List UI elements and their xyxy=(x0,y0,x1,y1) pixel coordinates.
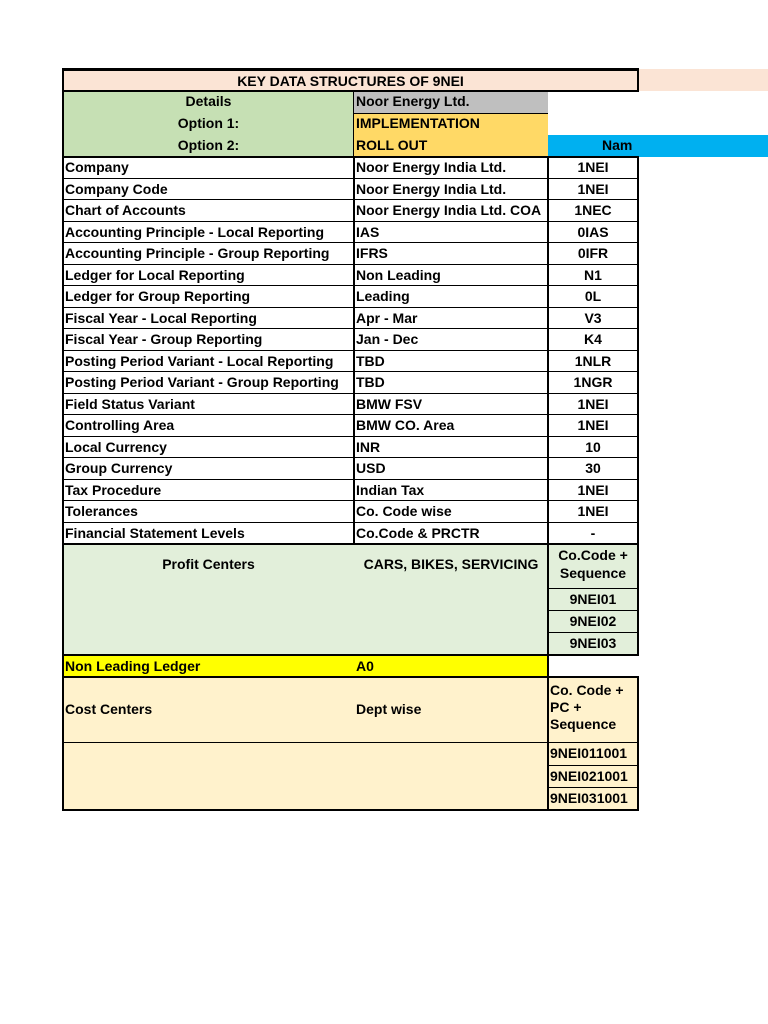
option1-value-cell[interactable]: IMPLEMENTATION xyxy=(354,113,548,135)
row-value[interactable]: Indian Tax xyxy=(354,480,548,502)
cost-code-header-line3: Sequence xyxy=(550,716,617,732)
row-label[interactable]: Local Currency xyxy=(63,437,354,459)
row-code[interactable]: 0L xyxy=(548,286,638,308)
profit-center-code[interactable]: 9NEI03 xyxy=(548,633,638,655)
row-value[interactable]: Co.Code & PRCTR xyxy=(354,523,548,545)
name-header-band-extension xyxy=(638,135,768,157)
row-value[interactable]: Non Leading xyxy=(354,265,548,287)
profit-center-code[interactable]: 9NEI01 xyxy=(548,589,638,611)
row-label[interactable]: Fiscal Year - Local Reporting xyxy=(63,308,354,330)
row-code[interactable]: N1 xyxy=(548,265,638,287)
name-column-header[interactable]: Nam xyxy=(548,135,638,157)
row-code[interactable]: 0IAS xyxy=(548,222,638,244)
cost-code-header-line1: Co. Code + xyxy=(550,682,624,698)
grid-profit-row1-bottom xyxy=(548,610,638,611)
option2-value-cell[interactable]: ROLL OUT xyxy=(354,135,548,157)
non-leading-ledger-value[interactable]: A0 xyxy=(354,656,548,677)
row-label[interactable]: Financial Statement Levels xyxy=(63,523,354,545)
row-value[interactable]: Apr - Mar xyxy=(354,308,548,330)
row-code[interactable]: 1NEI xyxy=(548,157,638,179)
row-value[interactable]: Noor Energy India Ltd. COA xyxy=(354,200,548,222)
grid-left-border xyxy=(62,68,64,811)
grid-col2-divider xyxy=(547,156,549,811)
row-label[interactable]: Fiscal Year - Group Reporting xyxy=(63,329,354,351)
row-value[interactable]: IFRS xyxy=(354,243,548,265)
row-code[interactable]: 1NEI xyxy=(548,394,638,416)
row-label[interactable]: Group Currency xyxy=(63,458,354,480)
row-value[interactable]: USD xyxy=(354,458,548,480)
row-code[interactable]: 1NLR xyxy=(548,351,638,373)
profit-code-header-line2: Sequence xyxy=(559,565,627,581)
grid-ledger-bottom xyxy=(62,676,639,678)
details-value-cell[interactable]: Noor Energy Ltd. xyxy=(354,91,548,113)
grid-top-border xyxy=(62,68,639,70)
row-code[interactable]: - xyxy=(548,523,638,545)
grid-profit-bottom xyxy=(62,654,639,656)
profit-centers-label[interactable]: Profit Centers xyxy=(162,556,255,572)
cost-center-code[interactable]: 9NEI021001 xyxy=(548,766,638,788)
profit-centers-value[interactable]: CARS, BIKES, SERVICING xyxy=(363,556,539,572)
grid-cost-row1-bottom xyxy=(548,765,638,766)
row-value[interactable]: Noor Energy India Ltd. xyxy=(354,157,548,179)
title-cell[interactable]: KEY DATA STRUCTURES OF 9NEI xyxy=(63,69,638,91)
row-value[interactable]: TBD xyxy=(354,351,548,373)
cost-center-code[interactable]: 9NEI011001 xyxy=(548,743,638,766)
profit-center-code[interactable]: 9NEI02 xyxy=(548,611,638,633)
cost-code-header-line2: PC + xyxy=(550,699,582,715)
row-code[interactable]: 1NEI xyxy=(548,501,638,523)
grid-right-border-cost xyxy=(637,676,639,811)
grid-header-col-divider xyxy=(353,91,354,157)
grid-header-bottom xyxy=(62,156,639,158)
row-label[interactable]: Accounting Principle - Group Reporting xyxy=(63,243,354,265)
row-label[interactable]: Chart of Accounts xyxy=(63,200,354,222)
cost-centers-code-header[interactable] xyxy=(548,677,638,743)
row-label[interactable]: Company Code xyxy=(63,179,354,201)
row-code[interactable]: V3 xyxy=(548,308,638,330)
row-code[interactable]: 0IFR xyxy=(548,243,638,265)
row-label[interactable]: Posting Period Variant - Group Reporting xyxy=(63,372,354,394)
non-leading-ledger-label[interactable]: Non Leading Ledger xyxy=(63,656,354,677)
row-value[interactable]: Noor Energy India Ltd. xyxy=(354,179,548,201)
row-code[interactable]: 1NEI xyxy=(548,415,638,437)
row-value[interactable]: Leading xyxy=(354,286,548,308)
grid-cost-upper-bottom xyxy=(62,742,639,743)
row-label[interactable]: Tax Procedure xyxy=(63,480,354,502)
profit-centers-code-header[interactable] xyxy=(548,544,638,589)
cost-centers-block xyxy=(63,677,548,810)
row-label[interactable]: Tolerances xyxy=(63,501,354,523)
option2-label-cell[interactable]: Option 2: xyxy=(63,135,354,157)
grid-profit-header-bottom xyxy=(548,588,638,589)
cost-centers-label[interactable]: Cost Centers xyxy=(65,701,153,717)
row-label[interactable]: Posting Period Variant - Local Reporting xyxy=(63,351,354,373)
grid-title-bottom xyxy=(62,91,639,92)
row-label[interactable]: Ledger for Group Reporting xyxy=(63,286,354,308)
row-label[interactable]: Accounting Principle - Local Reporting xyxy=(63,222,354,244)
row-value[interactable]: BMW CO. Area xyxy=(354,415,548,437)
grid-data-bottom xyxy=(62,543,639,545)
row-value[interactable]: TBD xyxy=(354,372,548,394)
row-code[interactable]: 1NGR xyxy=(548,372,638,394)
row-code[interactable]: 1NEI xyxy=(548,179,638,201)
row-label[interactable]: Ledger for Local Reporting xyxy=(63,265,354,287)
grid-profit-row2-bottom xyxy=(548,632,638,633)
row-label[interactable]: Company xyxy=(63,157,354,179)
row-value[interactable]: BMW FSV xyxy=(354,394,548,416)
grid-col1-divider-data xyxy=(353,156,355,545)
grid-bottom-border xyxy=(62,809,639,811)
row-code[interactable]: 1NEI xyxy=(548,480,638,502)
grid-cost-row2-bottom xyxy=(548,787,638,788)
row-code[interactable]: 1NEC xyxy=(548,200,638,222)
cost-center-code[interactable]: 9NEI031001 xyxy=(548,788,638,810)
cost-centers-value[interactable]: Dept wise xyxy=(356,701,422,717)
row-code[interactable]: 10 xyxy=(548,437,638,459)
row-code[interactable]: 30 xyxy=(548,458,638,480)
row-label[interactable]: Field Status Variant xyxy=(63,394,354,416)
title-band-extension xyxy=(638,69,768,91)
row-value[interactable]: Jan - Dec xyxy=(354,329,548,351)
option1-label-cell[interactable]: Option 1: xyxy=(63,113,354,135)
profit-code-header-line1: Co.Code + xyxy=(558,547,628,563)
row-code[interactable]: K4 xyxy=(548,329,638,351)
row-label[interactable]: Controlling Area xyxy=(63,415,354,437)
grid-details-right xyxy=(354,113,548,114)
row-value[interactable]: INR xyxy=(354,437,548,459)
grid-right-border-lower xyxy=(637,156,639,656)
row-value[interactable]: IAS xyxy=(354,222,548,244)
details-label-cell[interactable]: Details xyxy=(63,91,354,113)
row-value[interactable]: Co. Code wise xyxy=(354,501,548,523)
grid-right-border xyxy=(637,68,639,92)
